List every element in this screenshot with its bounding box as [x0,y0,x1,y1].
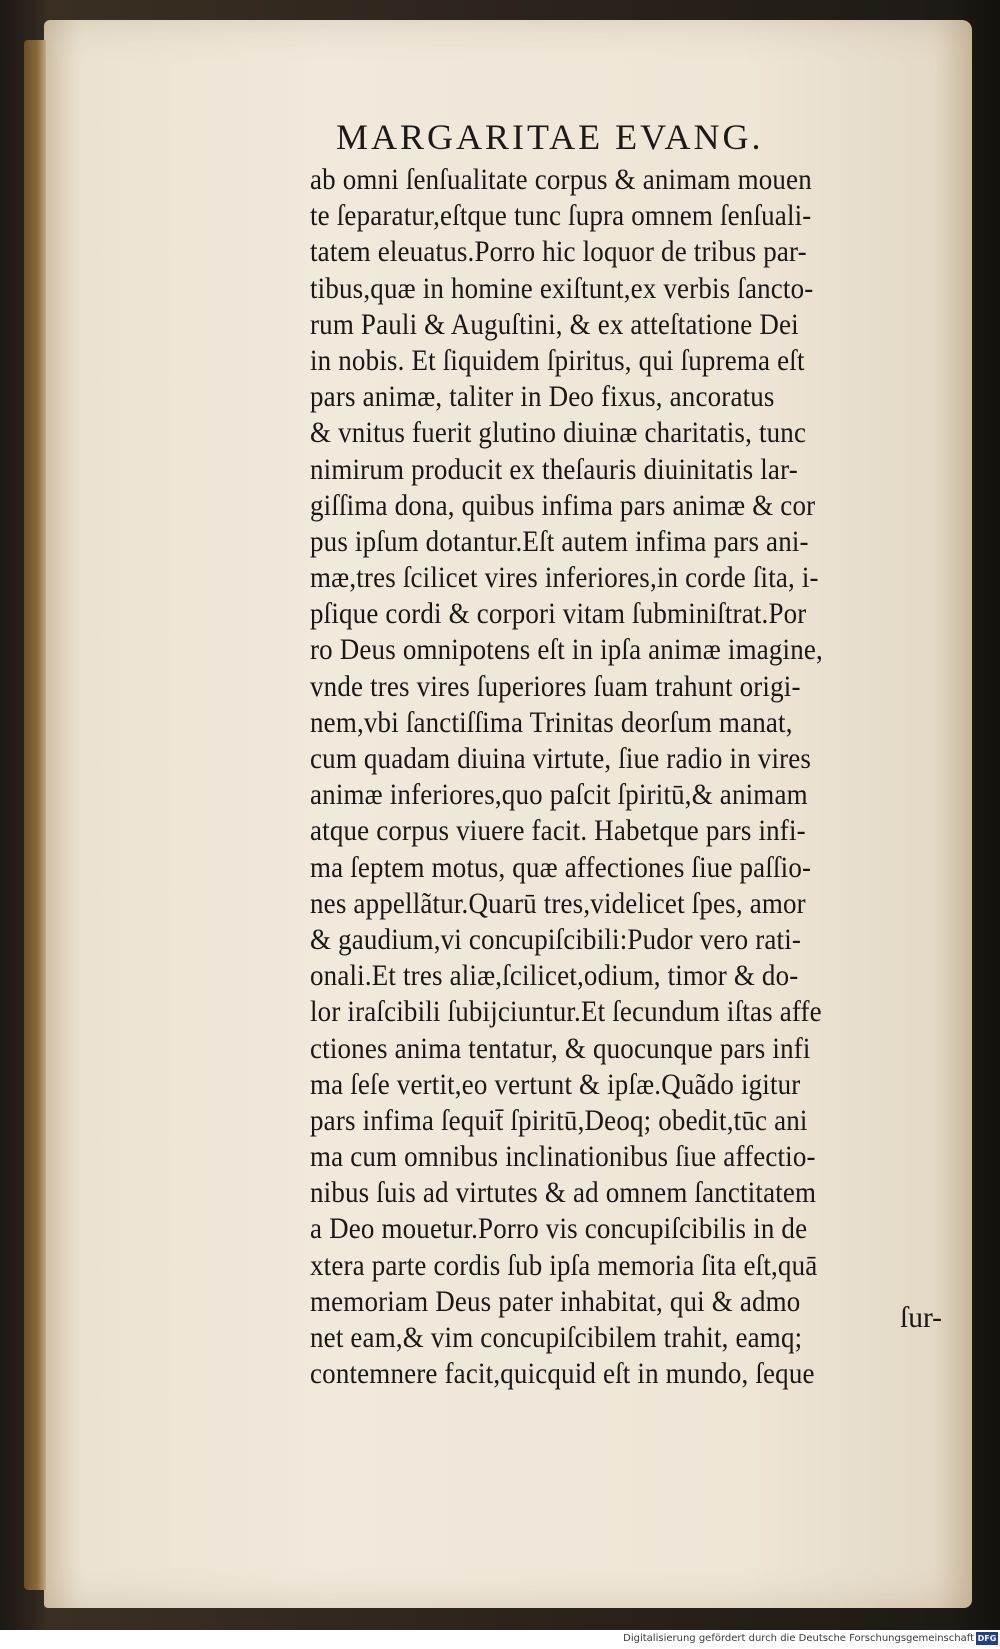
text-line: xtera parte cordis ſub ipſa memoria ſita eſt,quā [310,1249,818,1282]
text-line: & gaudium,vi concupiſcibili:Pudor vero rati- [310,923,802,956]
text-line: rum Pauli & Auguſtini, & ex atteſtatione Dei [310,308,799,341]
text-line: ma ſeptem motus, quæ affectiones ſiue paſſio- [310,851,812,884]
text-line: in nobis. Et ſiquidem ſpiritus, qui ſuprema eſt [310,344,805,377]
text-line: ma ſeſe vertit,eo vertunt & ipſæ.Quãdo igitur [310,1068,801,1101]
text-line: tibus,quæ in homine exiſtunt,ex verbis ſancto- [310,272,814,305]
text-line: ctiones anima tentatur, & quocunque pars infi [310,1032,811,1065]
text-line: te ſeparatur,eſtque tunc ſupra omnem ſenſuali- [310,200,812,233]
text-line: contemnere facit,quicquid eſt in mundo, ſeque [310,1358,815,1391]
text-line: pſique cordi & corpori vitam ſubminiſtrat.Por [310,598,807,631]
text-line: & vnitus fuerit glutino diuinæ charitatis, tunc [310,417,807,450]
text-line: mæ,tres ſcilicet vires inferiores,in corde ſita, i- [310,562,819,595]
text-line: nes appellãtur.Quarū tres,videlicet ſpes, amor [310,887,806,920]
text-line: vnde tres vires ſuperiores ſuam trahunt origi- [310,670,801,703]
text-line: nem,vbi ſanctiſſima Trinitas deorſum manat, [310,706,793,739]
text-line: ma cum omnibus inclinationibus ſiue affectio- [310,1141,816,1174]
text-line: atque corpus viuere facit. Habetque pars infi- [310,815,806,848]
text-line: pus ipſum dotantur.Eſt autem infima pars ani- [310,525,809,558]
text-line: ab omni ſenſualitate corpus & animam mouen [310,164,812,196]
funding-note: Digitalisierung gefördert durch die Deutsche Forschungsgemeinschaft [623,1633,974,1644]
book-page [44,20,972,1608]
text-line: pars animæ, taliter in Deo fixus, ancoratus [310,381,775,414]
text-line: lor iraſcibili ſubijciuntur.Et ſecundum iſtas affe [310,996,822,1029]
text-line: cum quadam diuina virtute, ſiue radio in vires [310,743,812,775]
text-line: nimirum producit ex theſauris diuinitatis lar- [310,453,798,486]
text-line: onali.Et tres aliæ,ſcilicet,odium, timor & do- [310,960,799,993]
catchword: ſur- [900,1302,943,1334]
text-line: ro Deus omnipotens eſt in ipſa animæ imagine, [310,634,823,667]
text-line: net eam,& vim concupiſcibilem trahit, eamq; [310,1322,803,1354]
text-line: animæ inferiores,quo paſcit ſpiritū,& animam [310,779,808,812]
text-line: giſſima dona, quibus infima pars animæ & cor [310,489,816,522]
dfg-logo: DFG [977,1634,997,1643]
text-line: a Deo mouetur.Porro vis concupiſcibilis in de [310,1213,808,1246]
text-line: nibus ſuis ad virtutes & ad omnem ſanctitatem [310,1177,817,1210]
text-line: tatem eleuatus.Porro hic loquor de tribus par- [310,236,807,269]
footer-bar [0,1630,1000,1649]
text-line: pars infima ſequit̄ ſpiritū,Deoq; obedit,tūc ani [310,1104,808,1137]
body-text [310,162,1000,1392]
running-head: MARGARITAE EVANG. [336,117,764,157]
text-line: memoriam Deus pater inhabitat, qui & admo [310,1285,801,1318]
